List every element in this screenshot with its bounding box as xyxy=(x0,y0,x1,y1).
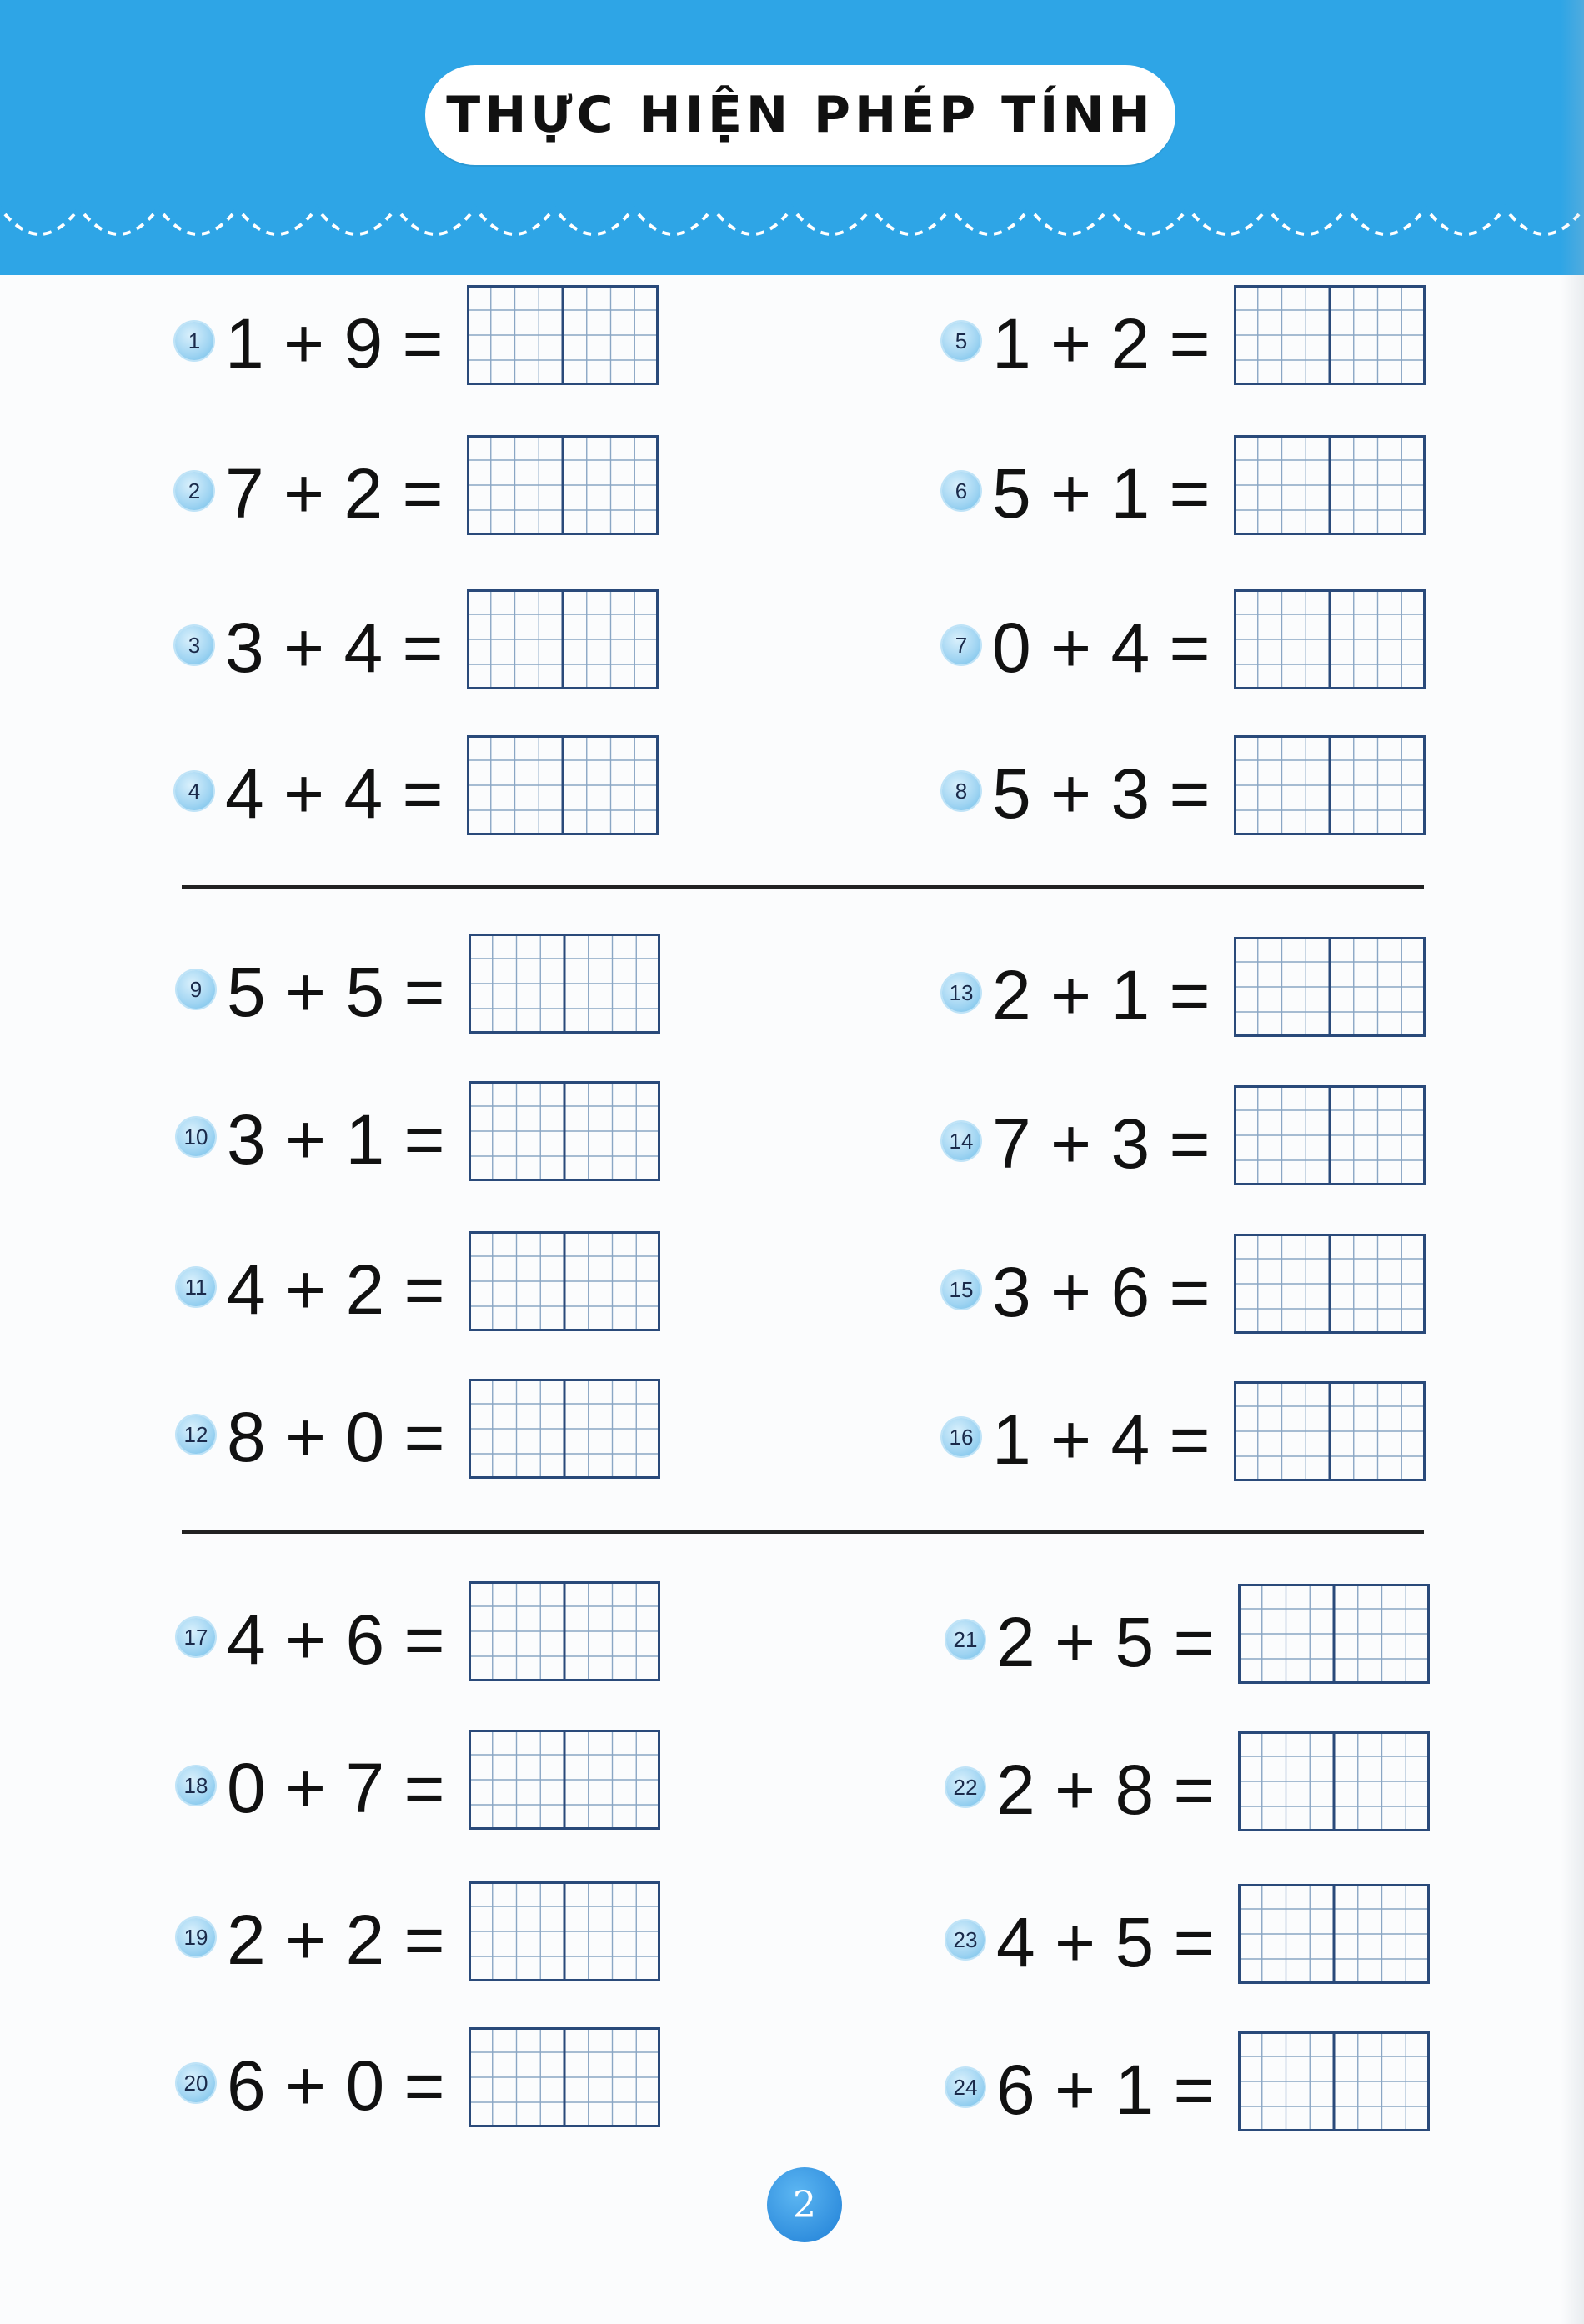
problem-expression: 1 + 4 = xyxy=(992,1400,1211,1479)
problem-number-badge: 18 xyxy=(177,1766,215,1805)
header-band xyxy=(0,0,1584,275)
problem-number-badge: 22 xyxy=(946,1768,985,1806)
problem-number-badge: 11 xyxy=(177,1268,215,1306)
problem-expression: 3 + 1 = xyxy=(227,1100,445,1179)
answer-grid-box[interactable] xyxy=(467,435,659,535)
answer-grid-box[interactable] xyxy=(1234,1234,1426,1334)
problem-expression: 5 + 1 = xyxy=(992,454,1211,533)
page-number-badge: 2 xyxy=(767,2167,842,2242)
problem-expression: 1 + 9 = xyxy=(225,304,444,383)
answer-grid-box[interactable] xyxy=(467,735,659,835)
section-divider-2 xyxy=(182,1530,1424,1534)
problem-expression: 2 + 2 = xyxy=(227,1901,445,1979)
answer-grid-box[interactable] xyxy=(1238,2031,1430,2131)
answer-grid-box[interactable] xyxy=(1234,735,1426,835)
problem-number-badge: 4 xyxy=(175,772,213,810)
problem-number-badge: 16 xyxy=(942,1418,980,1456)
problem-expression: 1 + 2 = xyxy=(992,304,1211,383)
problem-number-badge: 15 xyxy=(942,1270,980,1309)
answer-grid-box[interactable] xyxy=(469,934,660,1034)
problem-number-badge: 10 xyxy=(177,1118,215,1156)
problem-number-badge: 7 xyxy=(942,626,980,664)
problem-expression: 3 + 4 = xyxy=(225,609,444,687)
problem-number-badge: 23 xyxy=(946,1921,985,1959)
answer-grid-box[interactable] xyxy=(467,589,659,689)
problem-number-badge: 9 xyxy=(177,970,215,1009)
answer-grid-box[interactable] xyxy=(1234,589,1426,689)
answer-grid-box[interactable] xyxy=(1234,1085,1426,1185)
problem-expression: 4 + 2 = xyxy=(227,1250,445,1329)
problem-expression: 8 + 0 = xyxy=(227,1398,445,1476)
problem-expression: 5 + 5 = xyxy=(227,953,445,1031)
answer-grid-box[interactable] xyxy=(469,1379,660,1479)
answer-grid-box[interactable] xyxy=(467,285,659,385)
title-pill xyxy=(425,65,1175,165)
problem-expression: 6 + 1 = xyxy=(996,2051,1215,2129)
problem-expression: 0 + 4 = xyxy=(992,609,1211,687)
page-title: THỰC HIỆN PHÉP TÍNH xyxy=(446,86,1155,144)
problem-number-badge: 14 xyxy=(942,1122,980,1160)
problem-expression: 2 + 8 = xyxy=(996,1751,1215,1829)
answer-grid-box[interactable] xyxy=(1238,1584,1430,1684)
problem-number-badge: 3 xyxy=(175,626,213,664)
problem-number-badge: 12 xyxy=(177,1415,215,1454)
problem-expression: 4 + 6 = xyxy=(227,1600,445,1679)
answer-grid-box[interactable] xyxy=(469,1881,660,1981)
problem-number-badge: 5 xyxy=(942,322,980,360)
problem-expression: 0 + 7 = xyxy=(227,1749,445,1827)
answer-grid-box[interactable] xyxy=(1234,937,1426,1037)
problem-expression: 6 + 0 = xyxy=(227,2046,445,2125)
section-divider-1 xyxy=(182,885,1424,889)
problem-number-badge: 1 xyxy=(175,322,213,360)
problem-expression: 7 + 3 = xyxy=(992,1104,1211,1183)
scallop-border xyxy=(0,171,1584,288)
problem-expression: 4 + 4 = xyxy=(225,754,444,833)
problem-number-badge: 21 xyxy=(946,1620,985,1659)
answer-grid-box[interactable] xyxy=(469,1581,660,1681)
problem-expression: 7 + 2 = xyxy=(225,454,444,533)
problem-number-badge: 20 xyxy=(177,2064,215,2102)
problem-expression: 4 + 5 = xyxy=(996,1903,1215,1981)
answer-grid-box[interactable] xyxy=(1234,435,1426,535)
problem-number-badge: 17 xyxy=(177,1618,215,1656)
answer-grid-box[interactable] xyxy=(1238,1884,1430,1984)
problem-number-badge: 19 xyxy=(177,1918,215,1956)
problem-number-badge: 8 xyxy=(942,772,980,810)
page-edge-shadow xyxy=(1561,0,1584,2324)
problem-expression: 2 + 5 = xyxy=(996,1603,1215,1681)
answer-grid-box[interactable] xyxy=(1234,285,1426,385)
problem-number-badge: 2 xyxy=(175,472,213,510)
answer-grid-box[interactable] xyxy=(469,1081,660,1181)
problem-expression: 5 + 3 = xyxy=(992,754,1211,833)
problem-expression: 3 + 6 = xyxy=(992,1253,1211,1331)
answer-grid-box[interactable] xyxy=(469,2027,660,2127)
answer-grid-box[interactable] xyxy=(469,1231,660,1331)
answer-grid-box[interactable] xyxy=(1234,1381,1426,1481)
problem-number-badge: 6 xyxy=(942,472,980,510)
problem-number-badge: 24 xyxy=(946,2068,985,2106)
answer-grid-box[interactable] xyxy=(469,1730,660,1830)
problem-expression: 2 + 1 = xyxy=(992,956,1211,1034)
problem-number-badge: 13 xyxy=(942,974,980,1012)
answer-grid-box[interactable] xyxy=(1238,1731,1430,1831)
